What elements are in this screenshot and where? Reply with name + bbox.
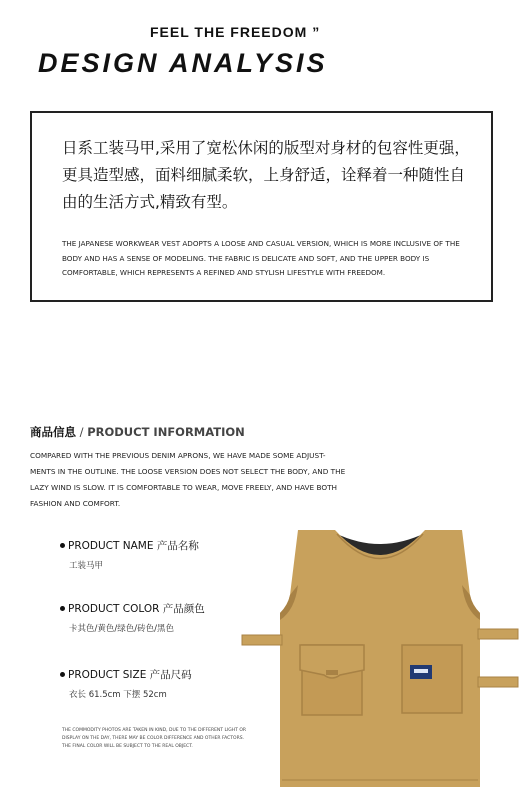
vest-brand-patch-mark <box>414 669 428 673</box>
product-info-heading-en: PRODUCT INFORMATION <box>87 425 245 439</box>
product-description: COMPARED WITH THE PREVIOUS DENIM APRONS, WE HAVE MADE SOME ADJUST-MENTS IN THE OUTLINE. THE LOOSE VERSION DOES NOT SELECT THE BODY, AND THE LAZY WIND IS SLOW. IT IS COMFORTABLE TO WEAR, MOVE FREELY, AND HAVE BOTH FASHION AND COMFORT. <box>30 451 346 508</box>
photo-disclaimer: THE COMMODITY PHOTOS ARE TAKEN IN KIND, DUE TO THE DIFFERENT LIGHT OR DISPLAY ON THE DAY, THERE MAY BE COLOR DIFFERENCE AND OTHER FACTORS. THE FINAL COLOR WILL BE SUBJECT TO THE REAL OBJECT. <box>62 728 247 749</box>
vest-strap-left-top <box>242 635 282 645</box>
vest-pocket-left-button <box>326 670 338 675</box>
bullet-icon <box>60 543 65 548</box>
product-info-heading <box>30 424 245 440</box>
design-description-en: THE JAPANESE WORKWEAR VEST ADOPTS A LOOSE AND CASUAL VERSION, WHICH IS MORE INCLUSIVE OF THE BODY AND HAS A SENSE OF MODELING. THE FABRIC IS DELICATE AND SOFT, AND THE UPPER BODY IS COMFORTABLE, WHICH REPRESENTS A REFINED AND STYLISH LIFESTYLE WITH FREEDOM. <box>62 239 460 277</box>
bullet-icon <box>60 606 65 611</box>
spec-label <box>60 601 205 616</box>
spec-value: 卡其色/黄色/绿色/砖色/黑色 <box>69 624 174 634</box>
spec-label-text: PRODUCT SIZE 产品尺码 <box>68 669 192 681</box>
vest-strap-right-top <box>478 629 518 639</box>
page-title: DESIGN ANALYSIS <box>38 48 328 78</box>
spec-label-text: PRODUCT COLOR 产品颜色 <box>68 603 205 615</box>
bullet-icon <box>60 672 65 677</box>
spec-item-size <box>60 667 192 700</box>
spec-item-name <box>60 538 199 571</box>
heading-separator: / <box>76 425 88 439</box>
product-info-heading-zh: 商品信息 <box>30 425 76 439</box>
spec-value: 工装马甲 <box>69 561 104 571</box>
vest-product-image <box>240 525 520 790</box>
spec-item-color <box>60 601 205 634</box>
design-analysis-box <box>30 111 493 302</box>
spec-label <box>60 667 192 682</box>
vest-strap-right-bottom <box>478 677 518 687</box>
spec-value: 衣长 61.5cm 下摆 52cm <box>69 690 167 700</box>
spec-label <box>60 538 199 553</box>
design-description-zh: 日系工装马甲,采用了宽松休闲的版型对身材的包容性更强，更具造型感，面料细腻柔软，上身舒适，诠释着一种随性自由的生活方式,精致有型。 <box>62 139 470 211</box>
spec-label-text: PRODUCT NAME 产品名称 <box>68 540 199 552</box>
tagline: FEEL THE FREEDOM ” <box>150 24 321 40</box>
